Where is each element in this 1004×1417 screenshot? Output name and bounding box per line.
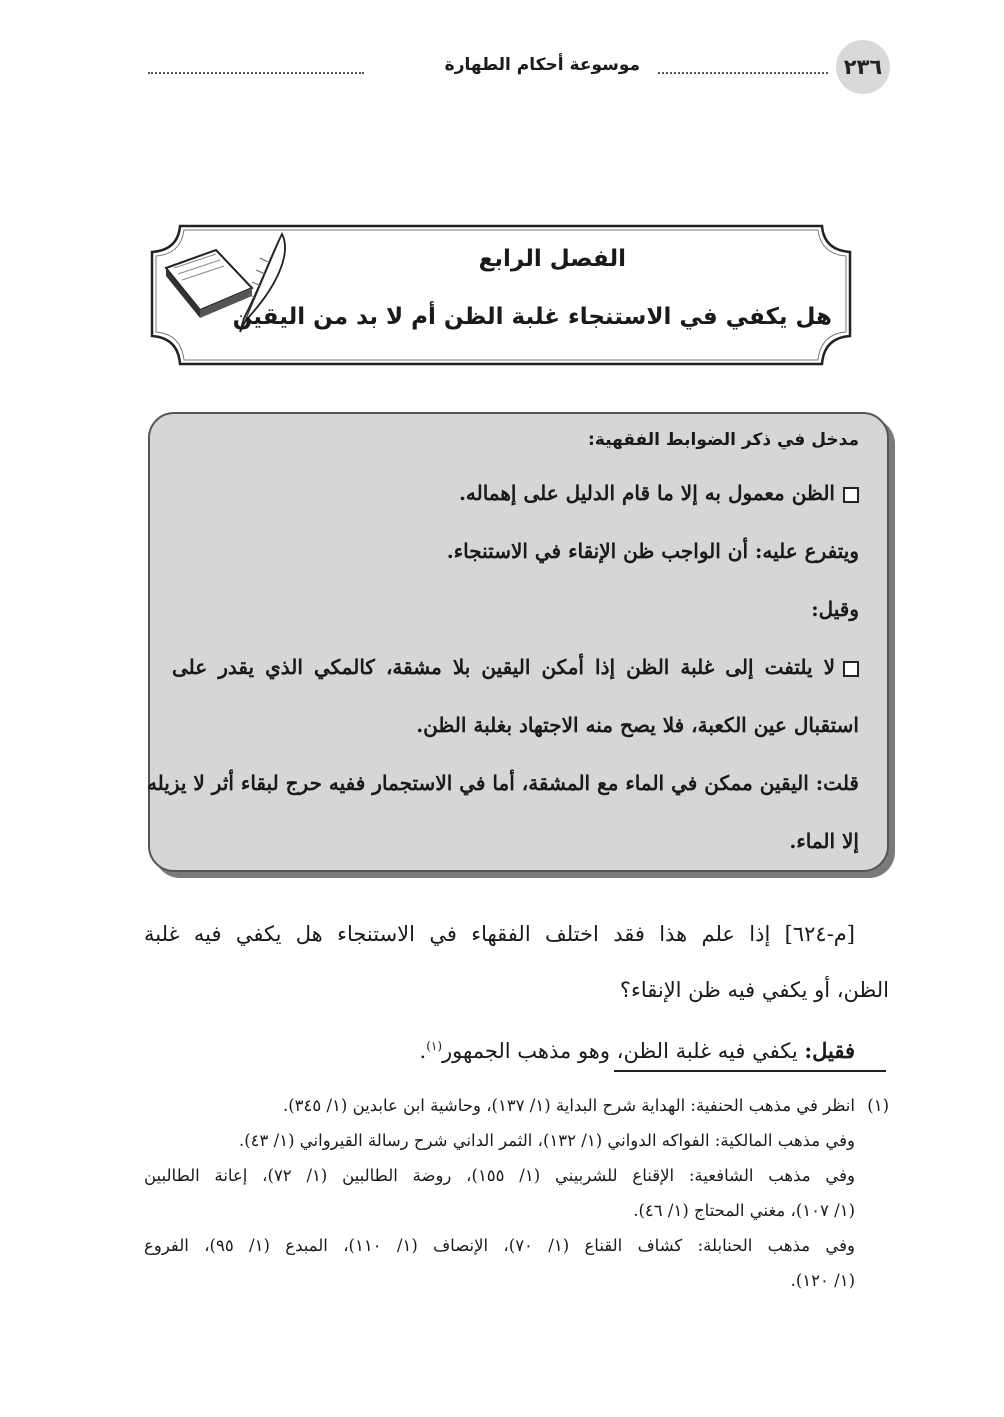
running-title: موسوعة أحكام الطهارة [444, 55, 640, 75]
footnote-separator [614, 1070, 886, 1072]
rule-line: وقيل: [811, 597, 859, 621]
chapter-title: الفصل الرابع [478, 246, 626, 272]
page-header [140, 40, 890, 96]
opinion-label: فقيل: [804, 1038, 855, 1063]
chapter-heading-frame [146, 220, 856, 370]
footnote-line: (١/ ١٢٠). [790, 1271, 855, 1290]
footnote-line: وفي مذهب المالكية: الفواكه الدواني (١/ ١٣٢)، الثمر الداني شرح رسالة القيرواني (١/ ٤٣). [238, 1131, 855, 1150]
paragraph-line: الظن، أو يكفي فيه ظن الإنقاء؟ [619, 978, 889, 1002]
footnote-number: (١) [867, 1096, 889, 1115]
page-number: ٢٣٦ [836, 40, 890, 94]
rule-line: إلا الماء. [789, 829, 859, 853]
rule-line: استقبال عين الكعبة، فلا يصح منه الاجتهاد بغلبة الظن. [416, 713, 859, 737]
footnote-ref[interactable]: (١) [426, 1039, 443, 1053]
footnote-line: وفي مذهب الشافعية: الإقناع للشربيني (١/ ١٥٥)، روضة الطالبين (١/ ٧٢)، إعانة الطالبين [144, 1166, 856, 1185]
paragraph-line: [م-٦٢٤] إذا علم هذا فقد اختلف الفقهاء في الاستنجاء هل يكفي فيه غلبة [144, 922, 855, 946]
checkbox-bullet-icon [843, 487, 859, 503]
footnote-line: وفي مذهب الحنابلة: كشاف القناع (١/ ٧٠)، الإنصاف (١/ ١١٠)، المبدع (١/ ٩٥)، الفروع [144, 1236, 855, 1255]
footnote-line: (١/ ١٠٧)، مغني المحتاج (١/ ٤٦). [633, 1201, 855, 1220]
rule-line: الظن معمول به إلا ما قام الدليل على إهماله. [172, 464, 859, 522]
footnote-line: (١)انظر في مذهب الحنفية: الهداية شرح البداية (١/ ١٣٧)، وحاشية ابن عابدين (١/ ٣٤٥). [144, 1088, 889, 1123]
rules-heading: مدخل في ذكر الضوابط الفقهية: [588, 430, 859, 450]
header-dotted-rule [658, 72, 828, 74]
checkbox-bullet-icon [843, 661, 859, 677]
rule-line: لا يلتفت إلى غلبة الظن إذا أمكن اليقين بلا مشقة، كالمكي الذي يقدر على [172, 638, 859, 696]
rule-line: ويتفرع عليه: أن الواجب ظن الإنقاء في الاستنجاء. [446, 539, 859, 563]
rule-line: قلت: اليقين ممكن في الماء مع المشقة، أما في الاستجمار ففيه حرج لبقاء أثر لا يزيله [146, 771, 859, 795]
footnotes [144, 1088, 889, 1298]
fiqh-rules-box [148, 412, 889, 872]
header-dotted-rule [148, 72, 364, 74]
paragraph-line: فقيل: يكفي فيه غلبة الظن، وهو مذهب الجمهور$^{(١)}$. [419, 1038, 855, 1063]
chapter-subtitle: هل يكفي في الاستنجاء غلبة الظن أم لا بد من اليقين [232, 304, 832, 330]
body-text [144, 906, 889, 1079]
